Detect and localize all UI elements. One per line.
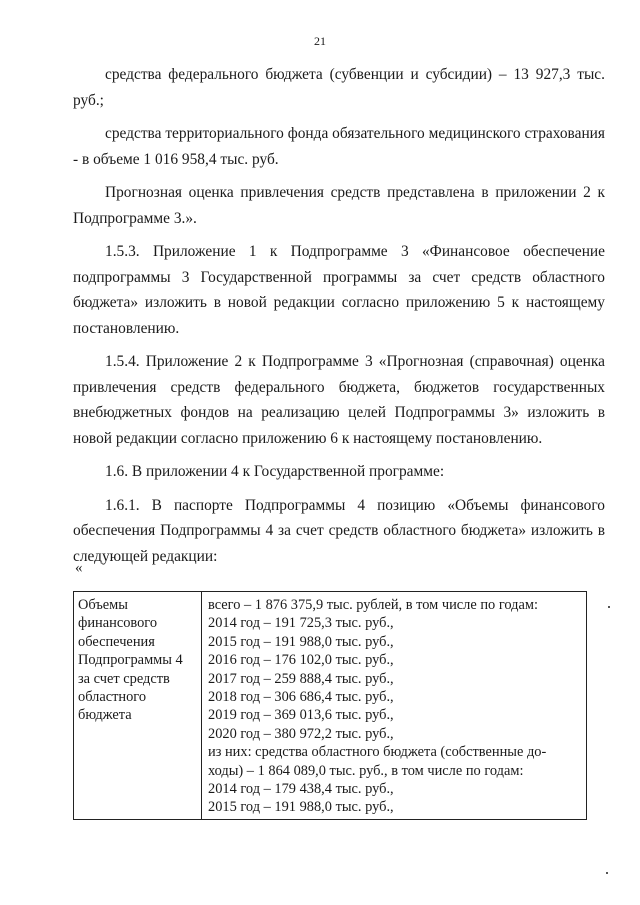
- value-line: 2014 год – 179 438,4 тыс. руб.,: [208, 781, 394, 798]
- label-line: финансового: [78, 615, 158, 632]
- value-line: из них: средства областного бюджета (собственные до-: [208, 744, 547, 761]
- value-line: 2020 год – 380 972,2 тыс. руб.,: [208, 725, 394, 742]
- scan-speck: [608, 606, 610, 608]
- page-number: 21: [314, 34, 326, 48]
- document-body: [73, 62, 605, 577]
- value-line: 2019 год – 369 013,6 тыс. руб.,: [208, 707, 394, 724]
- paragraph-territorial-fund: средства территориального фонда обязательного медицинского страхования - в объеме 1 016 958,4 тыс. руб.: [73, 125, 605, 168]
- table-cell-values: [202, 592, 587, 820]
- paragraph-1-6: 1.6. В приложении 4 к Государственной программе:: [105, 463, 445, 480]
- label-line: бюджета: [78, 707, 132, 724]
- label-line: Подпрограммы 4: [78, 652, 183, 669]
- paragraph-forecast: Прогнозная оценка привлечения средств представлена в приложении 2 к Подпрограмме 3.».: [73, 184, 605, 227]
- value-line: 2018 год – 306 686,4 тыс. руб.,: [208, 689, 394, 706]
- paragraph-1-6-1: 1.6.1. В паспорте Подпрограммы 4 позицию «Объемы финансового обеспечения Подпрограммы 4 за счет средств областного бюджета» изложить в следующей редакции:: [73, 496, 605, 565]
- value-line: 2017 год – 259 888,4 тыс. руб.,: [208, 670, 394, 687]
- table-row: [74, 592, 587, 820]
- funding-table: [73, 591, 587, 820]
- paragraph-federal-funds: средства федерального бюджета (субвенции и субсидии) – 13 927,3 тыс. руб.;: [73, 66, 605, 109]
- value-line: 2015 год – 191 988,0 тыс. руб.,: [208, 633, 394, 650]
- label-line: обеспечения: [78, 633, 155, 650]
- label-line: за счет средств: [78, 670, 170, 687]
- quote-open-mark: «: [75, 560, 83, 576]
- value-line: ходы) – 1 864 089,0 тыс. руб., в том числе по годам:: [208, 762, 524, 779]
- paragraph-1-5-3: 1.5.3. Приложение 1 к Подпрограмме 3 «Финансовое обеспечение подпрограммы 3 Государственной программы за счет средств областного бюджета» изложить в новой редакции согласно приложению 5 к настоящему постановлению.: [73, 243, 605, 337]
- value-line: всего – 1 876 375,9 тыс. рублей, в том числе по годам:: [208, 597, 538, 613]
- scan-speck: [606, 872, 608, 874]
- label-line: областного: [78, 689, 147, 706]
- value-line: 2016 год – 176 102,0 тыс. руб.,: [208, 652, 394, 669]
- value-line: 2015 год – 191 988,0 тыс. руб.,: [208, 799, 394, 816]
- table-cell-label: [74, 592, 202, 820]
- paragraph-1-5-4: 1.5.4. Приложение 2 к Подпрограмме 3 «Прогнозная (справочная) оценка привлечения средств федерального бюджета, бюджетов государственных внебюджетных фондов на реализацию целей Подпрограммы 3» изложить в новой редакции согласно приложению 6 к настоящему постановлению.: [73, 353, 605, 447]
- value-line: 2014 год – 191 725,3 тыс. руб.,: [208, 615, 394, 632]
- label-line: Объемы: [78, 597, 128, 613]
